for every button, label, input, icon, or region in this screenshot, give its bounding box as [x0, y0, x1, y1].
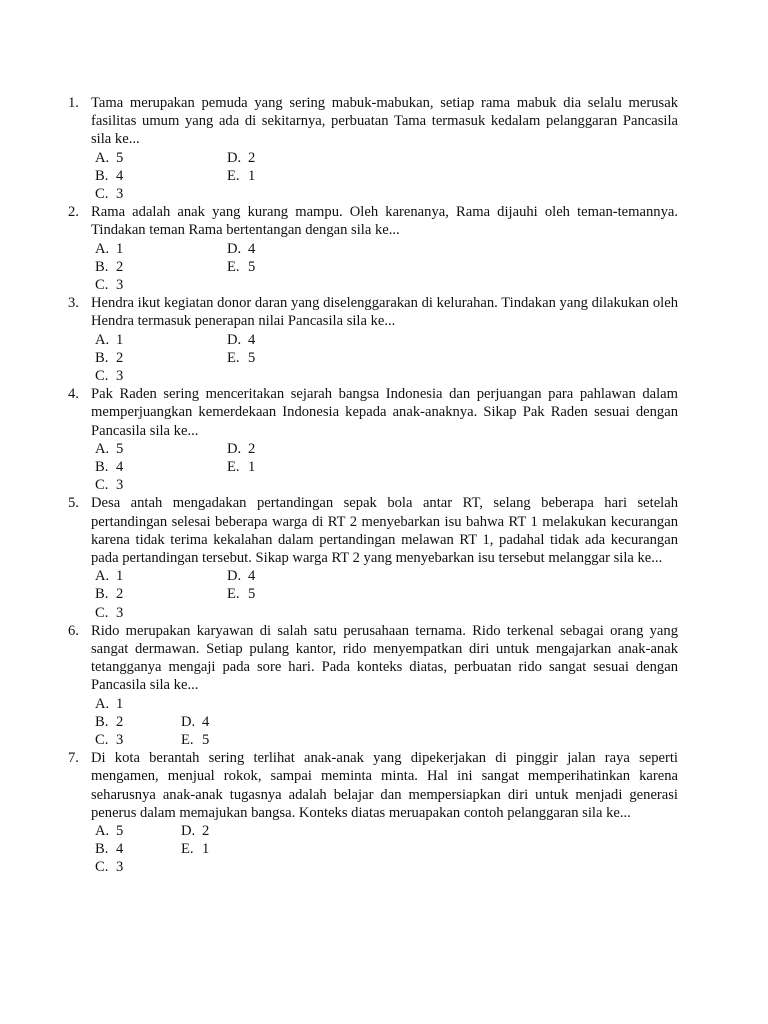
question-4 — [0, 385, 678, 494]
option-e: E. 5 — [227, 258, 256, 275]
option-a: A. 1 — [95, 568, 124, 585]
question-text: Rido merupakan karyawan di salah satu perusahaan ternama. Rido terkenal sebagai orang yang sangat dermawan. Setiap pulang kantor, rido menyempatkan diri untuk mengajarkan anak-anak tetangganya mengaji pada sore hari. Pada konteks diatas, perbuatan rido sangat sesuai dengan Pancasila sila ke... — [91, 622, 678, 694]
option-a: A. 5 — [95, 149, 124, 166]
option-c: C. 3 — [95, 859, 124, 876]
answer-options — [91, 331, 678, 386]
question-2 — [0, 203, 678, 294]
answer-options — [91, 822, 678, 877]
question-list — [0, 94, 678, 877]
option-c: C. 3 — [95, 368, 124, 384]
option-b: B. 4 — [95, 841, 124, 858]
option-c: C. 3 — [95, 604, 124, 621]
question-5 — [0, 494, 678, 621]
question-text: Di kota berantah sering terlihat anak-anak yang dipekerjakan di pinggir jalan raya seperti mengamen, menjual rokok, sampai meminta minta. Hal ini sangat memperihatinkan karena seharusnya anak-anak tugasnya adalah belajar dan mempersiapkan diri untuk menjadi generasi penerus dalam memajukan bangsa. Konteks diatas meruapakan contoh pelanggaran sila ke... — [91, 750, 678, 821]
option-c: C. 3 — [95, 732, 124, 749]
answer-options — [91, 695, 678, 750]
option-d: D. 4 — [227, 240, 256, 257]
question-text: Tama merupakan pemuda yang sering mabuk-mabukan, setiap rama mabuk dia selalu merusak fasilitas umum yang ada di sekitarnya, perbuatan Tama termasuk kedalam pelanggaran Pancasila sila ke... — [91, 95, 678, 148]
option-b: B. 4 — [95, 459, 124, 475]
option-d: D. 4 — [227, 331, 256, 348]
question-number: 3. — [68, 295, 79, 312]
question-6 — [0, 622, 678, 749]
question-7 — [0, 749, 678, 876]
question-text: Pak Raden sering menceritakan sejarah bangsa Indonesia dan perjuangan para pahlawan dalam memperjuangkan kemerdekaan Indonesia kepada anak-anaknya. Sikap Pak Raden sesuai dengan Pancasila sila ke... — [91, 386, 678, 439]
option-e: E. 1 — [227, 459, 256, 475]
option-c: C. 3 — [95, 277, 124, 293]
option-b: B. 2 — [95, 258, 124, 275]
option-a: A. 5 — [95, 440, 124, 457]
question-number: 5. — [68, 495, 79, 512]
option-c: C. 3 — [95, 186, 124, 202]
option-e: E. 5 — [227, 586, 256, 603]
question-number: 1. — [68, 95, 79, 111]
answer-options — [91, 240, 678, 295]
option-d: D. 4 — [227, 568, 256, 585]
question-1 — [0, 94, 678, 203]
question-text: Desa antah mengadakan pertandingan sepak bola antar RT, selang beberapa hari setelah pertandingan selesai beberapa warga di RT 2 menyebarkan isu bahwa RT 1 melakukan kecurangan karena tidak terima kekalahan dalam pertandingan melawan RT 1, padahal tidak ada kecurangan pada pertandingan tersebut. Sikap warga RT 2 yang menyebarkan isu tersebut melanggar sila ke... — [91, 495, 678, 567]
question-3 — [0, 294, 678, 385]
option-b: B. 2 — [95, 713, 124, 730]
option-e: E. 5 — [227, 349, 256, 366]
option-c: C. 3 — [95, 477, 124, 494]
question-text: Rama adalah anak yang kurang mampu. Oleh karenanya, Rama dijauhi oleh teman-temannya. Tindakan teman Rama bertentangan dengan sila ke... — [91, 204, 678, 239]
answer-options — [91, 567, 678, 622]
option-d: D. 2 — [181, 823, 210, 840]
option-d: D. 2 — [227, 149, 256, 166]
option-d: D. 2 — [227, 440, 256, 457]
option-a: A. 1 — [95, 240, 124, 257]
option-d: D. 4 — [181, 713, 210, 730]
question-number: 7. — [68, 750, 79, 767]
option-b: B. 4 — [95, 167, 124, 184]
option-a: A. 1 — [95, 695, 124, 712]
question-number: 2. — [68, 204, 79, 221]
option-a: A. 1 — [95, 331, 124, 348]
question-number: 4. — [68, 386, 79, 403]
option-e: E. 1 — [227, 167, 256, 184]
option-b: B. 2 — [95, 349, 124, 366]
question-text: Hendra ikut kegiatan donor daran yang diselenggarakan di kelurahan. Tindakan yang dilakukan oleh Hendra termasuk penerapan nilai Pancasila sila ke... — [91, 295, 678, 330]
answer-options — [91, 149, 678, 204]
answer-options — [91, 440, 678, 495]
question-number: 6. — [68, 622, 79, 639]
option-b: B. 2 — [95, 586, 124, 603]
option-a: A. 5 — [95, 823, 124, 840]
option-e: E. 5 — [181, 732, 210, 749]
option-e: E. 1 — [181, 841, 210, 858]
